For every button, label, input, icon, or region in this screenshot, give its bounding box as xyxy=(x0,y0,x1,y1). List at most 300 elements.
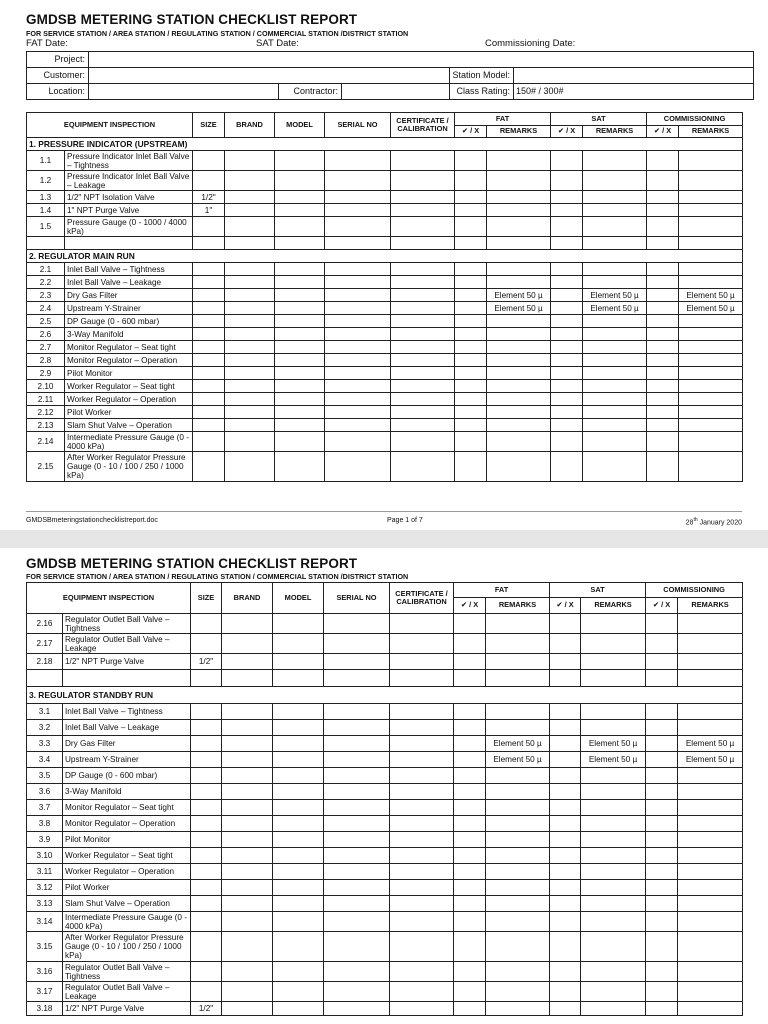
brand-cell[interactable] xyxy=(222,880,273,896)
brand-cell[interactable] xyxy=(222,832,273,848)
certificate-cell[interactable] xyxy=(391,315,455,328)
certificate-cell[interactable] xyxy=(391,341,455,354)
sat-remarks-cell[interactable] xyxy=(581,704,646,720)
comm-check-cell[interactable] xyxy=(647,191,679,204)
comm-remarks-cell[interactable] xyxy=(679,328,743,341)
comm-remarks-cell[interactable] xyxy=(678,962,743,982)
serial-cell[interactable] xyxy=(325,315,391,328)
serial-cell[interactable] xyxy=(325,452,391,482)
certificate-cell[interactable] xyxy=(390,736,454,752)
comm-remarks-cell[interactable]: Element 50 µ xyxy=(679,289,743,302)
model-cell[interactable] xyxy=(273,816,324,832)
sat-check-cell[interactable] xyxy=(551,380,583,393)
brand-cell[interactable] xyxy=(222,962,273,982)
certificate-cell[interactable] xyxy=(391,204,455,217)
size-cell[interactable] xyxy=(193,328,225,341)
certificate-cell[interactable] xyxy=(391,276,455,289)
brand-cell[interactable] xyxy=(222,864,273,880)
customer-field[interactable] xyxy=(89,68,450,84)
sat-check-cell[interactable] xyxy=(550,704,581,720)
fat-check-cell[interactable] xyxy=(455,367,487,380)
comm-check-cell[interactable] xyxy=(646,896,678,912)
fat-remarks-cell[interactable] xyxy=(487,393,551,406)
sat-remarks-cell[interactable] xyxy=(581,614,646,634)
fat-remarks-cell[interactable] xyxy=(486,932,550,962)
fat-check-cell[interactable] xyxy=(455,393,487,406)
size-cell[interactable] xyxy=(191,982,222,1002)
comm-remarks-cell[interactable] xyxy=(679,315,743,328)
comm-check-cell[interactable] xyxy=(647,315,679,328)
size-cell[interactable] xyxy=(193,289,225,302)
size-cell[interactable] xyxy=(191,784,222,800)
fat-remarks-cell[interactable]: Element 50 µ xyxy=(487,302,551,315)
comm-check-cell[interactable] xyxy=(647,328,679,341)
sat-remarks-cell[interactable] xyxy=(583,380,647,393)
sat-check-cell[interactable] xyxy=(551,328,583,341)
serial-cell[interactable] xyxy=(325,171,391,191)
fat-check-cell[interactable] xyxy=(454,816,486,832)
model-cell[interactable] xyxy=(273,654,324,670)
serial-cell[interactable] xyxy=(325,380,391,393)
sat-remarks-cell[interactable] xyxy=(583,432,647,452)
model-cell[interactable] xyxy=(273,1002,324,1016)
sat-check-cell[interactable] xyxy=(551,341,583,354)
model-cell[interactable] xyxy=(273,896,324,912)
serial-cell[interactable] xyxy=(324,848,390,864)
certificate-cell[interactable] xyxy=(390,962,454,982)
sat-check-cell[interactable] xyxy=(551,315,583,328)
comm-check-cell[interactable] xyxy=(646,864,678,880)
sat-check-cell[interactable] xyxy=(550,912,581,932)
size-cell[interactable] xyxy=(191,614,222,634)
brand-cell[interactable] xyxy=(222,932,273,962)
size-cell[interactable] xyxy=(193,452,225,482)
serial-cell[interactable] xyxy=(325,393,391,406)
comm-remarks-cell[interactable] xyxy=(679,432,743,452)
location-field[interactable] xyxy=(89,84,279,100)
fat-remarks-cell[interactable] xyxy=(486,962,550,982)
size-cell[interactable]: 1/2" xyxy=(193,191,225,204)
sat-remarks-cell[interactable] xyxy=(583,328,647,341)
comm-check-cell[interactable] xyxy=(647,367,679,380)
fat-check-cell[interactable] xyxy=(454,704,486,720)
fat-check-cell[interactable] xyxy=(454,768,486,784)
certificate-cell[interactable] xyxy=(391,263,455,276)
comm-remarks-cell[interactable] xyxy=(679,191,743,204)
size-cell[interactable] xyxy=(193,354,225,367)
size-cell[interactable] xyxy=(193,406,225,419)
comm-check-cell[interactable] xyxy=(647,341,679,354)
certificate-cell[interactable] xyxy=(390,752,454,768)
sat-check-cell[interactable] xyxy=(551,354,583,367)
model-cell[interactable] xyxy=(273,864,324,880)
fat-remarks-cell[interactable] xyxy=(486,982,550,1002)
sat-remarks-cell[interactable] xyxy=(581,768,646,784)
sat-remarks-cell[interactable] xyxy=(583,191,647,204)
sat-check-cell[interactable] xyxy=(550,768,581,784)
sat-remarks-cell[interactable] xyxy=(583,367,647,380)
certificate-cell[interactable] xyxy=(391,289,455,302)
model-cell[interactable] xyxy=(273,736,324,752)
brand-cell[interactable] xyxy=(222,982,273,1002)
model-cell[interactable] xyxy=(275,452,325,482)
fat-check-cell[interactable] xyxy=(455,380,487,393)
fat-check-cell[interactable] xyxy=(455,341,487,354)
fat-remarks-cell[interactable] xyxy=(487,315,551,328)
size-cell[interactable] xyxy=(193,341,225,354)
brand-cell[interactable] xyxy=(225,315,275,328)
comm-check-cell[interactable] xyxy=(646,832,678,848)
size-cell[interactable] xyxy=(193,217,225,237)
model-cell[interactable] xyxy=(275,341,325,354)
comm-remarks-cell[interactable]: Element 50 µ xyxy=(678,752,743,768)
fat-check-cell[interactable] xyxy=(455,171,487,191)
sat-check-cell[interactable] xyxy=(551,406,583,419)
comm-check-cell[interactable] xyxy=(646,982,678,1002)
fat-remarks-cell[interactable] xyxy=(486,784,550,800)
serial-cell[interactable] xyxy=(324,784,390,800)
model-cell[interactable] xyxy=(273,880,324,896)
certificate-cell[interactable] xyxy=(391,151,455,171)
comm-remarks-cell[interactable] xyxy=(679,393,743,406)
certificate-cell[interactable] xyxy=(390,932,454,962)
fat-remarks-cell[interactable] xyxy=(486,880,550,896)
brand-cell[interactable] xyxy=(222,816,273,832)
sat-check-cell[interactable] xyxy=(550,1002,581,1016)
size-cell[interactable]: 1/2" xyxy=(191,1002,222,1016)
sat-check-cell[interactable] xyxy=(550,800,581,816)
model-cell[interactable] xyxy=(273,784,324,800)
sat-remarks-cell[interactable] xyxy=(581,1002,646,1016)
serial-cell[interactable] xyxy=(324,634,390,654)
certificate-cell[interactable] xyxy=(391,452,455,482)
sat-remarks-cell[interactable]: Element 50 µ xyxy=(581,752,646,768)
brand-cell[interactable] xyxy=(225,151,275,171)
certificate-cell[interactable] xyxy=(390,704,454,720)
size-cell[interactable] xyxy=(191,800,222,816)
fat-check-cell[interactable] xyxy=(454,912,486,932)
sat-check-cell[interactable] xyxy=(550,848,581,864)
contractor-field[interactable] xyxy=(342,84,450,100)
comm-remarks-cell[interactable] xyxy=(679,354,743,367)
comm-check-cell[interactable] xyxy=(647,302,679,315)
certificate-cell[interactable] xyxy=(391,432,455,452)
fat-check-cell[interactable] xyxy=(454,720,486,736)
certificate-cell[interactable] xyxy=(391,393,455,406)
serial-cell[interactable] xyxy=(324,800,390,816)
serial-cell[interactable] xyxy=(324,1002,390,1016)
fat-check-cell[interactable] xyxy=(454,800,486,816)
comm-check-cell[interactable] xyxy=(646,1002,678,1016)
sat-check-cell[interactable] xyxy=(551,171,583,191)
certificate-cell[interactable] xyxy=(390,896,454,912)
certificate-cell[interactable] xyxy=(390,832,454,848)
fat-remarks-cell[interactable] xyxy=(486,832,550,848)
model-cell[interactable] xyxy=(275,380,325,393)
comm-check-cell[interactable] xyxy=(646,752,678,768)
comm-remarks-cell[interactable] xyxy=(678,800,743,816)
certificate-cell[interactable] xyxy=(390,654,454,670)
certificate-cell[interactable] xyxy=(390,768,454,784)
fat-check-cell[interactable] xyxy=(455,276,487,289)
size-cell[interactable] xyxy=(191,704,222,720)
fat-remarks-cell[interactable] xyxy=(487,380,551,393)
project-field[interactable] xyxy=(89,52,754,68)
serial-cell[interactable] xyxy=(324,832,390,848)
certificate-cell[interactable] xyxy=(391,191,455,204)
certificate-cell[interactable] xyxy=(390,816,454,832)
model-cell[interactable] xyxy=(275,367,325,380)
sat-remarks-cell[interactable] xyxy=(581,880,646,896)
fat-remarks-cell[interactable] xyxy=(487,217,551,237)
size-cell[interactable] xyxy=(193,380,225,393)
fat-check-cell[interactable] xyxy=(454,880,486,896)
certificate-cell[interactable] xyxy=(391,406,455,419)
fat-remarks-cell[interactable] xyxy=(486,634,550,654)
serial-cell[interactable] xyxy=(324,962,390,982)
station-model-field[interactable] xyxy=(514,68,754,84)
serial-cell[interactable] xyxy=(325,204,391,217)
model-cell[interactable] xyxy=(275,263,325,276)
size-cell[interactable] xyxy=(193,393,225,406)
fat-remarks-cell[interactable] xyxy=(487,341,551,354)
sat-check-cell[interactable] xyxy=(551,367,583,380)
model-cell[interactable] xyxy=(275,289,325,302)
sat-check-cell[interactable] xyxy=(551,191,583,204)
certificate-cell[interactable] xyxy=(391,354,455,367)
certificate-cell[interactable] xyxy=(390,800,454,816)
serial-cell[interactable] xyxy=(325,289,391,302)
comm-check-cell[interactable] xyxy=(646,962,678,982)
comm-remarks-cell[interactable] xyxy=(679,171,743,191)
comm-check-cell[interactable] xyxy=(646,654,678,670)
comm-remarks-cell[interactable] xyxy=(679,276,743,289)
size-cell[interactable] xyxy=(191,768,222,784)
comm-remarks-cell[interactable] xyxy=(678,880,743,896)
model-cell[interactable] xyxy=(273,634,324,654)
fat-remarks-cell[interactable] xyxy=(487,191,551,204)
comm-check-cell[interactable] xyxy=(647,263,679,276)
fat-remarks-cell[interactable] xyxy=(486,896,550,912)
certificate-cell[interactable] xyxy=(390,880,454,896)
sat-remarks-cell[interactable] xyxy=(583,315,647,328)
comm-check-cell[interactable] xyxy=(647,393,679,406)
comm-check-cell[interactable] xyxy=(646,932,678,962)
sat-remarks-cell[interactable] xyxy=(581,832,646,848)
fat-remarks-cell[interactable] xyxy=(486,768,550,784)
fat-check-cell[interactable] xyxy=(454,614,486,634)
comm-check-cell[interactable] xyxy=(646,704,678,720)
model-cell[interactable] xyxy=(273,962,324,982)
sat-remarks-cell[interactable] xyxy=(581,962,646,982)
model-cell[interactable] xyxy=(273,848,324,864)
sat-remarks-cell[interactable] xyxy=(583,452,647,482)
fat-check-cell[interactable] xyxy=(455,354,487,367)
fat-check-cell[interactable] xyxy=(455,302,487,315)
sat-remarks-cell[interactable] xyxy=(583,276,647,289)
serial-cell[interactable] xyxy=(324,816,390,832)
size-cell[interactable] xyxy=(191,816,222,832)
serial-cell[interactable] xyxy=(325,302,391,315)
fat-remarks-cell[interactable] xyxy=(486,912,550,932)
comm-check-cell[interactable] xyxy=(646,768,678,784)
sat-check-cell[interactable] xyxy=(551,276,583,289)
fat-check-cell[interactable] xyxy=(455,289,487,302)
comm-remarks-cell[interactable] xyxy=(678,832,743,848)
brand-cell[interactable] xyxy=(225,354,275,367)
fat-remarks-cell[interactable] xyxy=(487,406,551,419)
comm-check-cell[interactable] xyxy=(647,151,679,171)
certificate-cell[interactable] xyxy=(390,848,454,864)
comm-remarks-cell[interactable] xyxy=(679,452,743,482)
size-cell[interactable] xyxy=(191,932,222,962)
sat-remarks-cell[interactable] xyxy=(581,848,646,864)
model-cell[interactable] xyxy=(273,614,324,634)
fat-check-cell[interactable] xyxy=(454,932,486,962)
size-cell[interactable] xyxy=(193,367,225,380)
comm-remarks-cell[interactable] xyxy=(678,816,743,832)
serial-cell[interactable] xyxy=(324,704,390,720)
fat-check-cell[interactable] xyxy=(455,452,487,482)
sat-check-cell[interactable] xyxy=(551,289,583,302)
fat-check-cell[interactable] xyxy=(454,896,486,912)
sat-remarks-cell[interactable] xyxy=(581,800,646,816)
sat-remarks-cell[interactable] xyxy=(583,341,647,354)
model-cell[interactable] xyxy=(273,982,324,1002)
fat-check-cell[interactable] xyxy=(454,962,486,982)
comm-remarks-cell[interactable] xyxy=(678,784,743,800)
model-cell[interactable] xyxy=(273,768,324,784)
size-cell[interactable] xyxy=(191,720,222,736)
serial-cell[interactable] xyxy=(325,354,391,367)
fat-check-cell[interactable] xyxy=(454,752,486,768)
brand-cell[interactable] xyxy=(225,341,275,354)
serial-cell[interactable] xyxy=(324,720,390,736)
sat-check-cell[interactable] xyxy=(551,452,583,482)
fat-remarks-cell[interactable] xyxy=(486,614,550,634)
serial-cell[interactable] xyxy=(324,614,390,634)
comm-check-cell[interactable] xyxy=(647,354,679,367)
sat-check-cell[interactable] xyxy=(551,217,583,237)
comm-remarks-cell[interactable]: Element 50 µ xyxy=(679,302,743,315)
model-cell[interactable] xyxy=(275,204,325,217)
fat-check-cell[interactable] xyxy=(454,654,486,670)
size-cell[interactable] xyxy=(191,634,222,654)
comm-check-cell[interactable] xyxy=(646,720,678,736)
sat-check-cell[interactable] xyxy=(550,784,581,800)
size-cell[interactable] xyxy=(191,736,222,752)
certificate-cell[interactable] xyxy=(391,171,455,191)
serial-cell[interactable] xyxy=(324,982,390,1002)
serial-cell[interactable] xyxy=(324,896,390,912)
brand-cell[interactable] xyxy=(225,263,275,276)
sat-remarks-cell[interactable] xyxy=(581,634,646,654)
serial-cell[interactable] xyxy=(325,367,391,380)
comm-remarks-cell[interactable] xyxy=(678,864,743,880)
brand-cell[interactable] xyxy=(222,736,273,752)
fat-remarks-cell[interactable]: Element 50 µ xyxy=(487,289,551,302)
model-cell[interactable] xyxy=(275,151,325,171)
size-cell[interactable] xyxy=(191,832,222,848)
fat-check-cell[interactable] xyxy=(454,634,486,654)
comm-remarks-cell[interactable] xyxy=(678,912,743,932)
serial-cell[interactable] xyxy=(325,432,391,452)
comm-check-cell[interactable] xyxy=(646,614,678,634)
fat-remarks-cell[interactable] xyxy=(487,432,551,452)
model-cell[interactable] xyxy=(275,315,325,328)
sat-check-cell[interactable] xyxy=(550,832,581,848)
comm-remarks-cell[interactable] xyxy=(679,406,743,419)
certificate-cell[interactable] xyxy=(390,720,454,736)
fat-remarks-cell[interactable] xyxy=(487,276,551,289)
brand-cell[interactable] xyxy=(225,452,275,482)
fat-remarks-cell[interactable] xyxy=(486,816,550,832)
size-cell[interactable]: 1/2" xyxy=(191,654,222,670)
serial-cell[interactable] xyxy=(324,864,390,880)
certificate-cell[interactable] xyxy=(390,1002,454,1016)
brand-cell[interactable] xyxy=(225,276,275,289)
size-cell[interactable] xyxy=(193,302,225,315)
fat-remarks-cell[interactable] xyxy=(486,848,550,864)
certificate-cell[interactable] xyxy=(390,912,454,932)
fat-remarks-cell[interactable] xyxy=(487,354,551,367)
fat-check-cell[interactable] xyxy=(454,1002,486,1016)
model-cell[interactable] xyxy=(273,832,324,848)
size-cell[interactable] xyxy=(191,752,222,768)
comm-check-cell[interactable] xyxy=(646,634,678,654)
sat-check-cell[interactable] xyxy=(550,932,581,962)
model-cell[interactable] xyxy=(273,932,324,962)
model-cell[interactable] xyxy=(275,217,325,237)
fat-remarks-cell[interactable] xyxy=(486,704,550,720)
fat-check-cell[interactable] xyxy=(454,784,486,800)
comm-remarks-cell[interactable] xyxy=(679,367,743,380)
certificate-cell[interactable] xyxy=(391,380,455,393)
serial-cell[interactable] xyxy=(324,768,390,784)
size-cell[interactable] xyxy=(191,912,222,932)
sat-remarks-cell[interactable] xyxy=(583,419,647,432)
comm-check-cell[interactable] xyxy=(646,912,678,932)
serial-cell[interactable] xyxy=(325,191,391,204)
model-cell[interactable] xyxy=(273,752,324,768)
sat-check-cell[interactable] xyxy=(551,204,583,217)
brand-cell[interactable] xyxy=(222,704,273,720)
fat-remarks-cell[interactable] xyxy=(487,367,551,380)
certificate-cell[interactable] xyxy=(391,367,455,380)
brand-cell[interactable] xyxy=(222,654,273,670)
model-cell[interactable] xyxy=(273,704,324,720)
brand-cell[interactable] xyxy=(225,204,275,217)
comm-check-cell[interactable] xyxy=(646,736,678,752)
fat-check-cell[interactable] xyxy=(455,432,487,452)
brand-cell[interactable] xyxy=(222,768,273,784)
fat-check-cell[interactable] xyxy=(455,191,487,204)
brand-cell[interactable] xyxy=(222,720,273,736)
serial-cell[interactable] xyxy=(325,406,391,419)
sat-check-cell[interactable] xyxy=(550,864,581,880)
comm-remarks-cell[interactable] xyxy=(678,654,743,670)
serial-cell[interactable] xyxy=(325,217,391,237)
certificate-cell[interactable] xyxy=(390,982,454,1002)
sat-remarks-cell[interactable] xyxy=(581,864,646,880)
model-cell[interactable] xyxy=(275,276,325,289)
comm-check-cell[interactable] xyxy=(647,452,679,482)
size-cell[interactable] xyxy=(191,864,222,880)
fat-remarks-cell[interactable] xyxy=(487,452,551,482)
certificate-cell[interactable] xyxy=(391,217,455,237)
brand-cell[interactable] xyxy=(225,367,275,380)
size-cell[interactable] xyxy=(193,263,225,276)
